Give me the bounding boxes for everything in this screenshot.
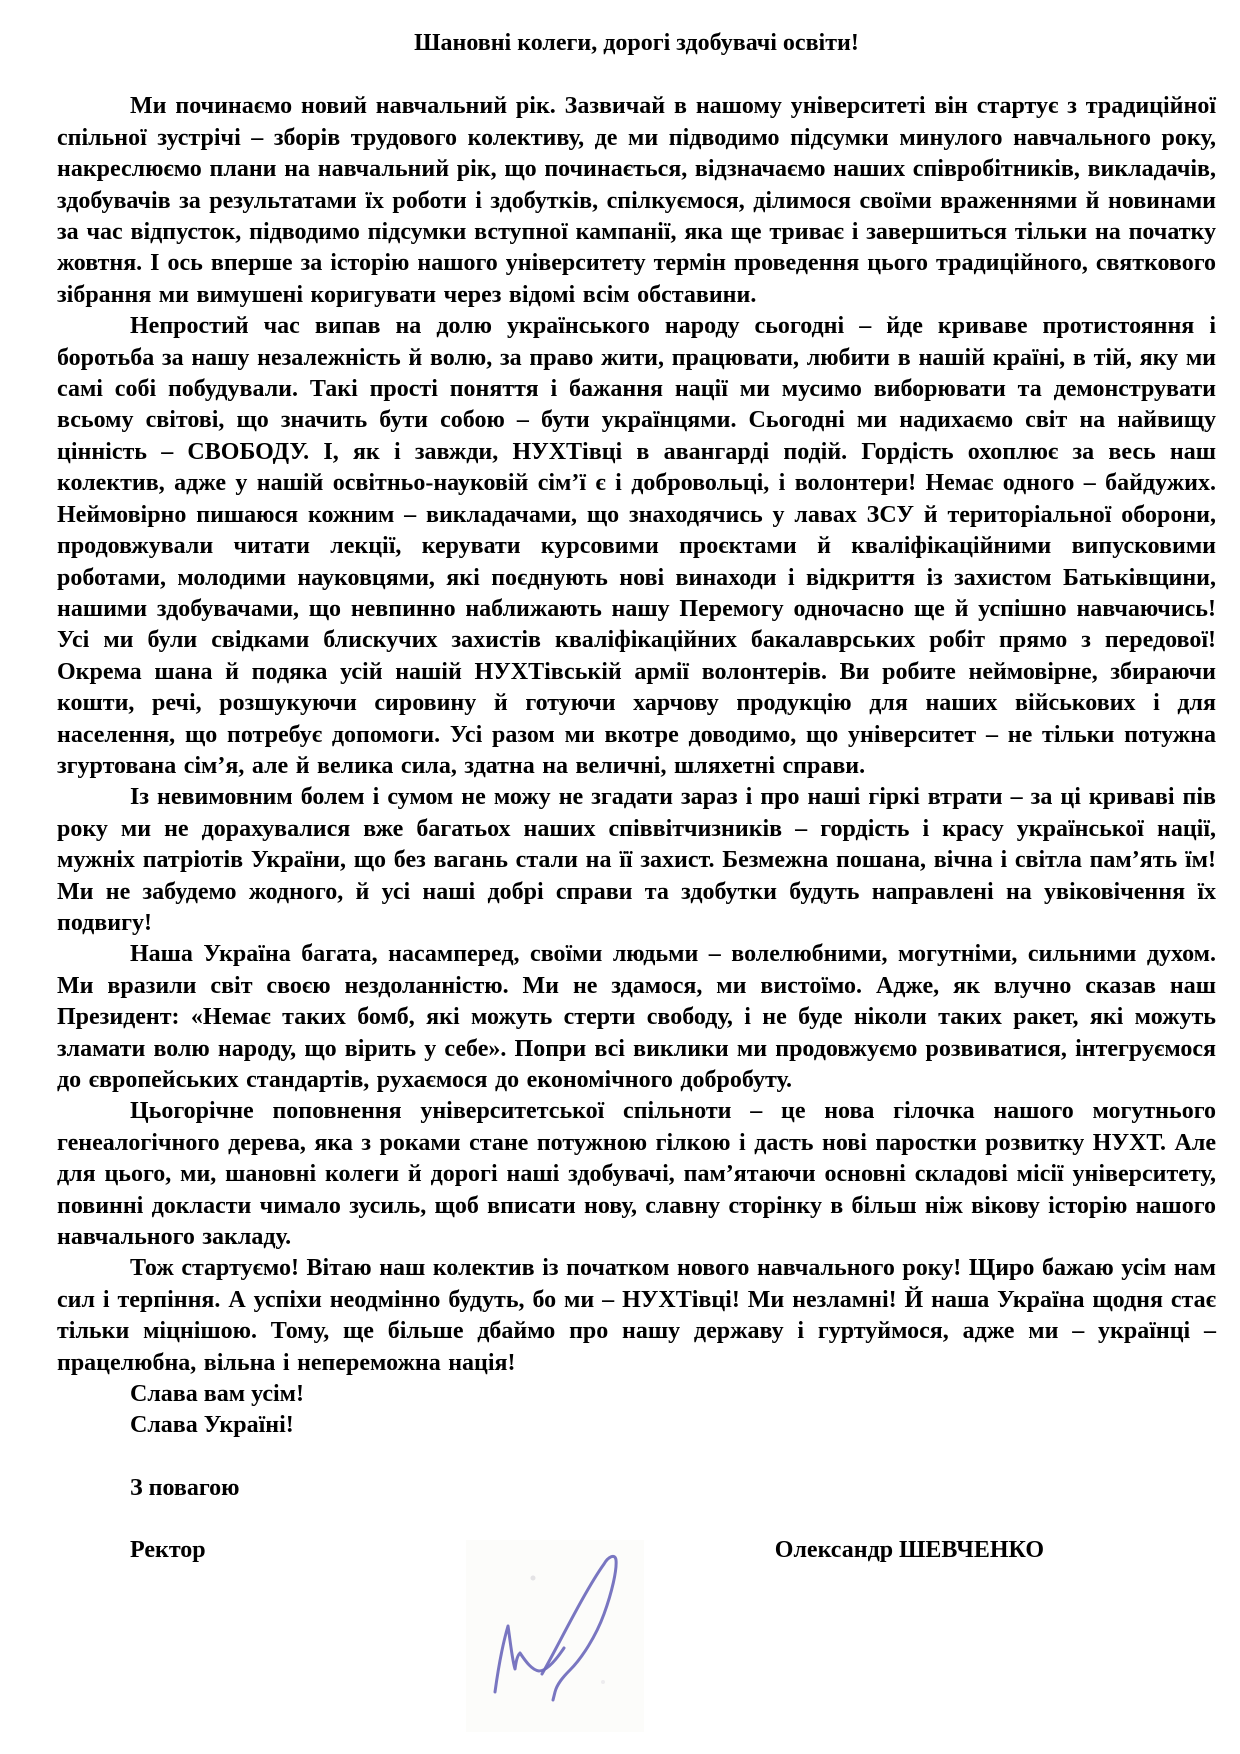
signature-icon <box>466 1540 644 1732</box>
page-title: Шановні колеги, дорогі здобувачі освіти! <box>414 30 859 56</box>
paragraph-greeting: Тож стартуємо! Вітаю наш колектив із початком нового навчального року! Щиро бажаю усім нам сил і терпіння. А успіхи неодмінно будуть, бо ми – НУХТівці! Ми незламні! Й наша Україна щодня стає тільки міцнішою. Тому, ще більше дбаймо про нашу державу і гуртуймося, адже ми – українці – працелюбна, вільна і непереможна нація! <box>57 1255 1216 1376</box>
paragraph-intro: Ми починаємо новий навчальний рік. Зазвичай в нашому університеті він стартує з традиційної спільної зустрічі – зборів трудового колективу, де ми підводимо підсумки минулого навчального року, накреслюємо плани на навчальний рік, що починається, відзначаємо наших співробітників, викладачів, здобувачів за результатами їх роботи і здобутків, спілкуємося, ділимося своїми враженнями й новинами за час відпусток, підводимо підсумки вступної кампанії, яка ще триває і завершиться тільки на початку жовтня. І ось вперше за історію нашого університету термін проведення цього традиційного, святкового зібрання ми вимушені коригувати через відомі всім обставини. <box>57 93 1216 308</box>
scan-smudge <box>531 1576 536 1581</box>
scan-smudge <box>601 1680 605 1684</box>
acclamation-line-2: Слава Україні! <box>130 1412 294 1439</box>
paragraph-losses: Із невимовним болем і сумом не можу не згадати зараз і про наші гіркі втрати – за ці криваві пів року ми не дорахувалися вже багатьох наших співвітчизників – гордість і красу української нації, мужніх патріотів України, що без вагань стали на її захист. Безмежна пошана, вічна і світла пам’ять їм! Ми не забудемо жодного, й усі наші добрі справи та здобутки будуть направлені на увіковічення їх подвигу! <box>57 784 1216 936</box>
signer-position: Ректор <box>130 1537 206 1564</box>
acclamation-line-1: Слава вам усім! <box>130 1381 304 1408</box>
signer-name: Олександр ШЕВЧЕНКО <box>774 1537 1044 1564</box>
valediction: З повагою <box>130 1474 240 1501</box>
paragraph-hard-times: Непростий час випав на долю українського народу сьогодні – йде криваве протистояння і боротьба за нашу незалежність й волю, за право жити, працювати, любити в нашій країні, в тій, яку ми самі собі побудували. Такі прості поняття і бажання нації ми мусимо виборювати та демонструвати всьому світові, що значить бути собою – бути українцями. Сьогодні ми надихаємо світ на найвищу цінність – СВОБОДУ. І, як і завжди, НУХТівці в авангарді подій. Гордість охоплює за весь наш колектив, адже у нашій освітньо-науковій сім’ї є і добровольці, і волонтери! Немає одного – байдужих. Неймовірно пишаюся кожним – викладачами, що знаходячись у лавах ЗСУ й територіальної оборони, продовжували читати лекції, керувати курсовими проєктами й кваліфікаційними випусковими роботами, молодими науковцями, які поєднують нові винаходи і відкриття із захистом Батьківщини, нашими здобувачами, що невпинно наближають нашу Перемогу одночасно ще й успішно навчаючись! Усі ми були свідками блискучих захистів кваліфікаційних бакалаврських робіт прямо з передової! Окрема шана й подяка усій нашій НУХТівській армії волонтерів. Ви робите неймовірне, збираючи кошти, речі, розшукуючи сировину й готуючи харчову продукцію для наших військових і для населення, що потребує допомоги. Усі разом ми вкотре доводимо, що університет – не тільки потужна згуртована сім’я, але й велика сила, здатна на величні, шляхетні справи. <box>57 313 1216 779</box>
paragraph-new-students: Цьогорічне поповнення університетської спільноти – це нова гілочка нашого могутнього генеалогічного дерева, яка з роками стане потужною гілкою і дасть нові паростки розвитку НУХТ. Але для цього, ми, шановні колеги й дорогі наші здобувачі, пам’ятаючи основні складові місії університету, повинні докласти чимало зусиль, щоб вписати нову, славну сторінку в більш ніж вікову історію нашого навчального закладу. <box>57 1098 1216 1251</box>
paragraph-president-quote: Наша Україна багата, насамперед, своїми людьми – волелюбними, могутніми, сильними духом. Ми вразили світ своєю нездоланністю. Ми не здамося, ми вистоїмо. Адже, як влучно сказав наш Президент: «Немає таких бомб, які можуть стерти свободу, і не буде ніколи таких ракет, які можуть зламати волю народу, що вірить у себе». Попри всі виклики ми продовжуємо розвиватися, інтегруємося до європейських стандартів, рухаємося до економічного добробуту. <box>57 941 1216 1093</box>
